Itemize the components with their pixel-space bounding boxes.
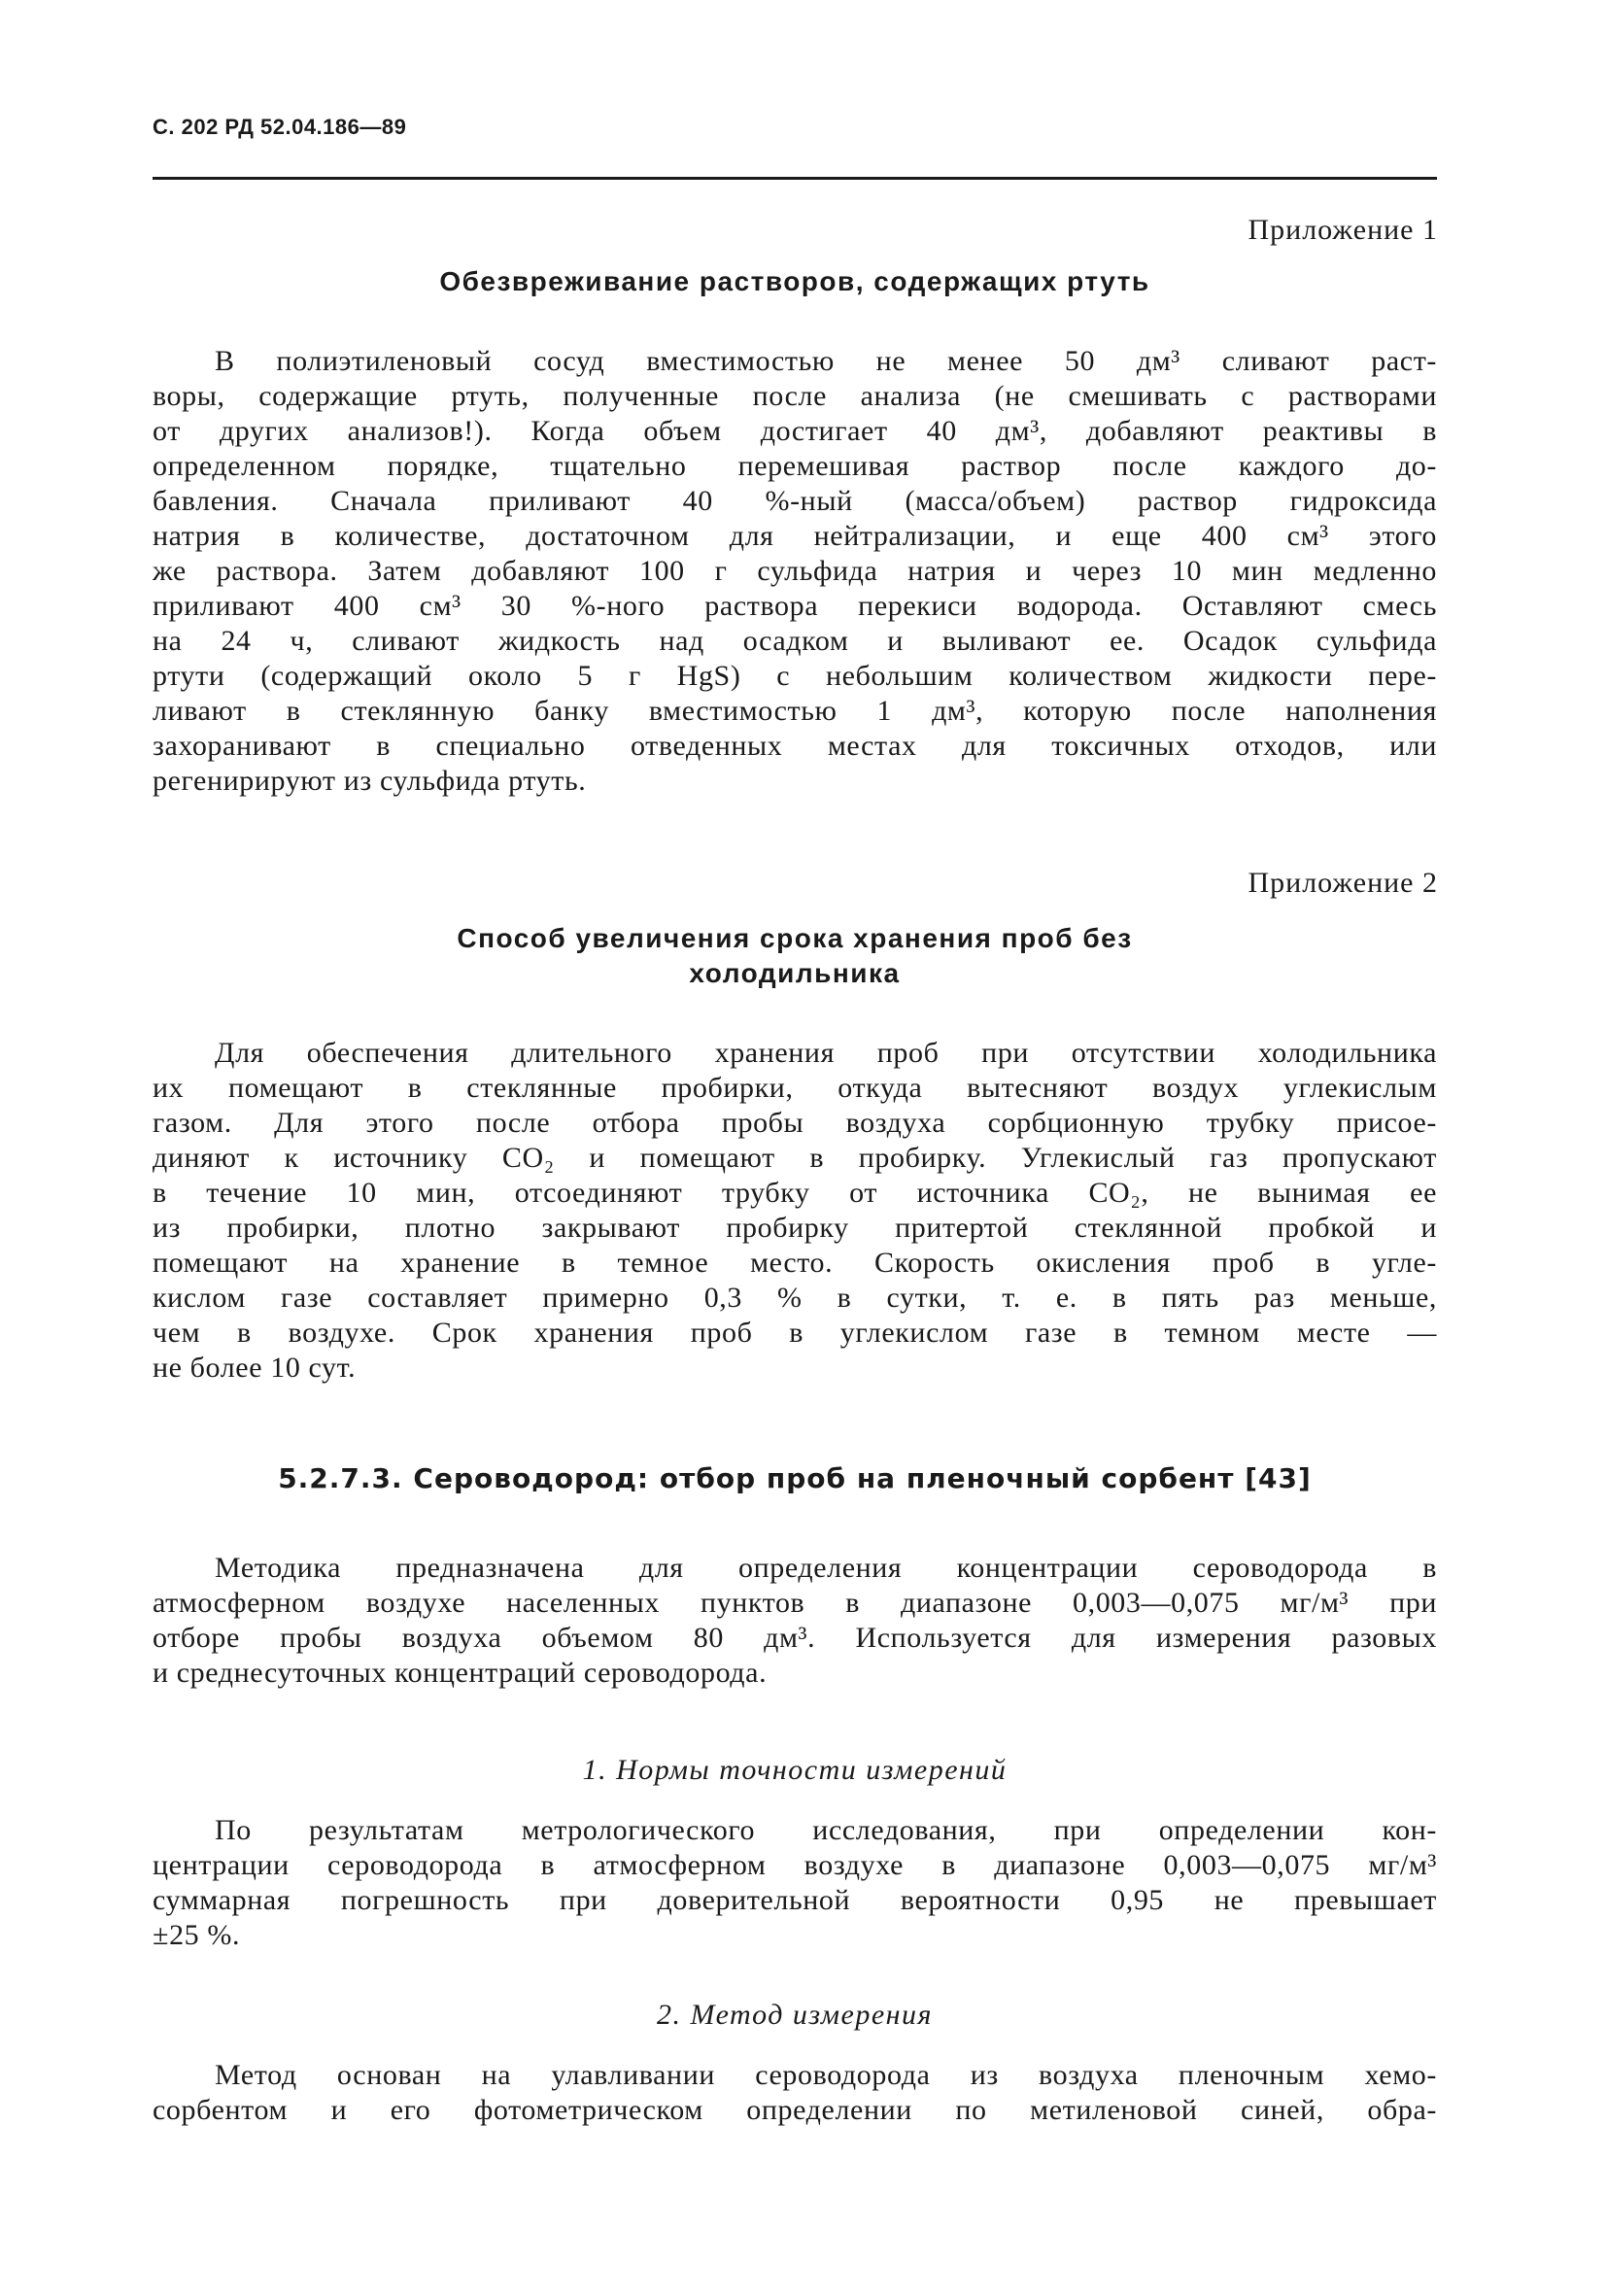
text-line: в течение 10 мин, отсоединяют трубку от источника CO₂, не вынимая ее [153,1177,1437,1209]
text-line: По результатам метрологического исследования, при определении кон- [215,1814,1437,1846]
appendix-1-label: Приложение 1 [1248,214,1438,246]
text-line: и среднесуточных концентраций сероводорода. [153,1657,768,1689]
text-line: чем в воздухе. Срок хранения проб в углекислом газе в темном месте — [153,1317,1437,1349]
header-rule [153,177,1437,180]
text-line: воры, содержащие ртуть, полученные после анализа (не смешивать с растворами [153,380,1437,412]
text-line: ливают в стеклянную банку вместимостью 1 дм³, которую после наполнения [153,695,1437,727]
text-line: диняют к источнику CO₂ и помещают в пробирку. Углекислый газ пропускают [153,1142,1437,1174]
text-line: суммарная погрешность при доверительной вероятности 0,95 не превышает [153,1884,1437,1916]
text-line: захоранивают в специально отведенных местах для токсичных отходов, или [153,730,1437,762]
subsection-2-paragraph [153,2058,1437,2128]
text-line: регенирируют из сульфида ртуть. [153,765,587,797]
appendix-1-paragraph [153,344,1437,799]
text-line: Методика предназначена для определения концентрации сероводорода в [215,1552,1437,1584]
text-line: бавления. Сначала приливают 40 %-ный (масса/объем) раствор гидроксида [153,485,1437,517]
running-header: С. 202 РД 52.04.186—89 [153,115,407,139]
text-line: атмосферном воздухе населенных пунктов в диапазоне 0,003—0,075 мг/м³ при [153,1587,1437,1619]
section-title: 5.2.7.3. Сероводород: отбор проб на пленочный сорбент [43] [278,1462,1312,1494]
text-line: Для обеспечения длительного хранения проб при отсутствии холодильника [215,1037,1437,1069]
text-line: помещают на хранение в темное место. Скорость окисления проб в угле- [153,1247,1437,1279]
text-line: Метод основан на улавливании сероводорода из воздуха пленочным хемо- [215,2059,1437,2091]
text-line: же раствора. Затем добавляют 100 г сульфида натрия и через 10 мин медленно [153,555,1437,587]
text-line: приливают 400 см³ 30 %-ного раствора перекиси водорода. Оставляют смесь [153,590,1437,622]
text-line: определенном порядке, тщательно перемешивая раствор после каждого до- [153,450,1437,482]
text-line: натрия в количестве, достаточном для нейтрализации, и еще 400 см³ этого [153,520,1437,552]
appendix-1-title: Обезвреживание растворов, содержащих ртуть [439,266,1150,296]
appendix-2-paragraph [153,1036,1437,1386]
text-line: отборе пробы воздуха объемом 80 дм³. Используется для измерения разовых [153,1622,1437,1654]
text-line: сорбентом и его фотометрическом определении по метиленовой синей, обра- [153,2094,1437,2126]
subsection-1-title: 1. Нормы точности измерений [582,1754,1008,1786]
appendix-2-label: Приложение 2 [1248,867,1438,899]
text-line: не более 10 сут. [153,1352,357,1384]
appendix-2-title [153,921,1437,991]
text-line: из пробирки, плотно закрывают пробирку притертой стеклянной пробкой и [153,1212,1437,1244]
section-intro-paragraph [153,1551,1437,1691]
text-line: центрации сероводорода в атмосферном воздухе в диапазоне 0,003—0,075 мг/м³ [153,1849,1437,1881]
text-line: от других анализов!). Когда объем достигает 40 дм³, добавляют реактивы в [153,415,1437,447]
text-line: их помещают в стеклянные пробирки, откуда вытесняют воздух углекислым [153,1072,1437,1104]
text-line: кислом газе составляет примерно 0,3 % в сутки, т. е. в пять раз меньше, [153,1282,1437,1314]
text-line: ртути (содержащий около 5 г HgS) с небольшим количеством жидкости пере- [153,660,1437,692]
text-line: на 24 ч, сливают жидкость над осадком и выливают ее. Осадок сульфида [153,625,1437,657]
text-line: ±25 %. [153,1919,241,1951]
text-line: газом. Для этого после отбора пробы воздуха сорбционную трубку присое- [153,1107,1437,1139]
appendix-2-title-line-1: Способ увеличения срока хранения проб без [457,923,1133,953]
subsection-1-paragraph [153,1813,1437,1953]
subsection-2-title: 2. Метод измерения [657,1999,933,2031]
appendix-2-title-line-2: холодильника [689,958,901,988]
text-line: В полиэтиленовый сосуд вместимостью не менее 50 дм³ сливают раст- [215,345,1437,377]
